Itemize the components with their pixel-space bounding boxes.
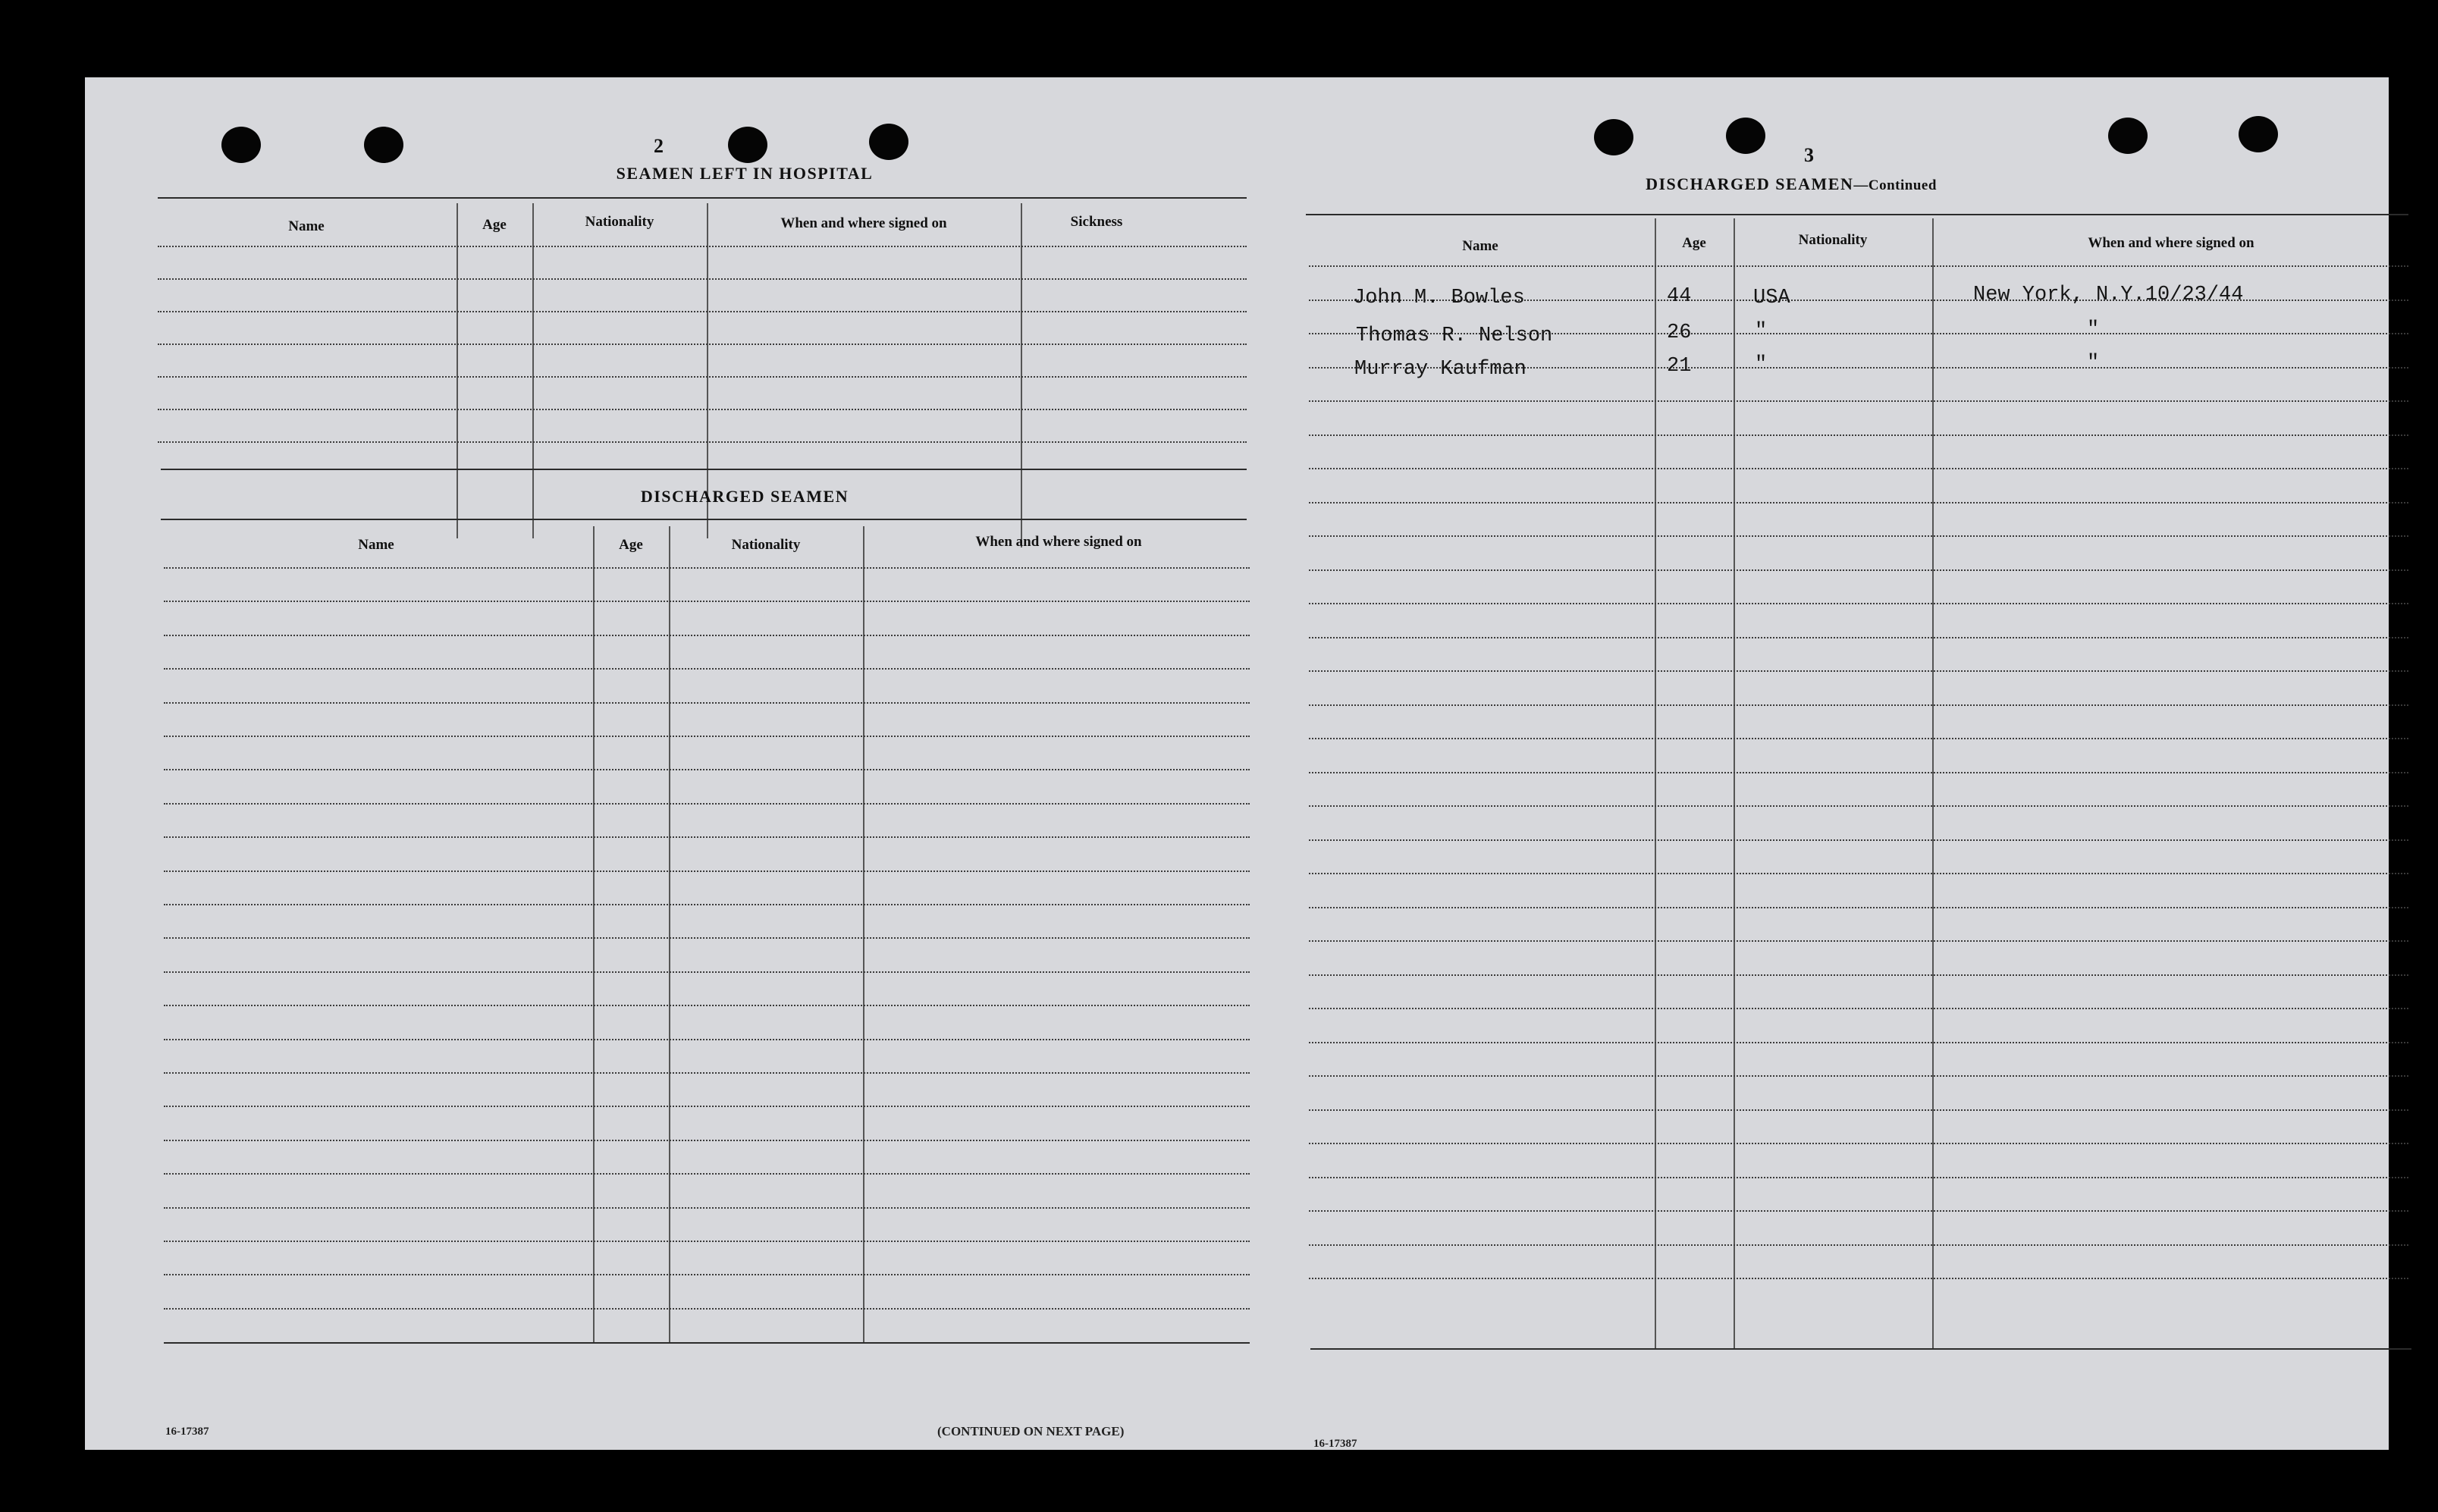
discharged-row-rule	[164, 769, 1250, 770]
right-row-rule	[1309, 1177, 2408, 1178]
discharged-section-title: DISCHARGED SEAMEN	[640, 487, 849, 506]
hospital-col-name: Name	[288, 218, 325, 234]
hospital-row-rule	[158, 441, 1247, 443]
discharged-row-rule	[164, 736, 1250, 737]
left-form-number: 16-17387	[165, 1426, 209, 1438]
right-col-age: Age	[1682, 235, 1706, 251]
punch-hole	[869, 124, 908, 160]
right-row-rule	[1309, 772, 2408, 773]
hospital-col-signed-on: When and where signed on	[780, 215, 947, 231]
right-top-rule	[1306, 214, 2408, 215]
continued-note: (CONTINUED ON NEXT PAGE)	[937, 1424, 1125, 1438]
hospital-row-rule	[158, 311, 1247, 312]
discharged-row-rule	[164, 1005, 1250, 1006]
discharged-row-rule	[164, 971, 1250, 973]
entry-signed-on: "	[2087, 318, 2100, 341]
right-row-rule	[1309, 1042, 2408, 1043]
entry-signed-on: "	[2087, 352, 2100, 375]
discharged-row-rule	[164, 937, 1250, 939]
entry-name: Thomas R. Nelson	[1356, 325, 1553, 347]
discharged-col-nationality: Nationality	[731, 537, 801, 553]
punch-hole	[728, 127, 767, 163]
right-row-rule	[1309, 704, 2408, 706]
discharged-row-rule	[164, 836, 1250, 838]
hospital-row-rule	[158, 409, 1247, 410]
right-section-title-suffix: —Continued	[1853, 177, 1937, 193]
right-row-rule	[1309, 468, 2408, 469]
right-row-rule	[1309, 738, 2408, 739]
discharged-row-rule	[164, 1241, 1250, 1242]
right-form-number: 16-17387	[1313, 1438, 1357, 1450]
discharged-row-rule	[164, 1106, 1250, 1107]
hospital-row-rule	[158, 246, 1247, 247]
right-row-rule	[1309, 974, 2408, 976]
punch-hole	[1594, 119, 1633, 155]
right-row-rule	[1309, 940, 2408, 942]
right-row-rule	[1309, 502, 2408, 503]
right-col-signed-on: When and where signed on	[2088, 235, 2254, 251]
discharged-row-rule	[164, 870, 1250, 872]
entry-signed-on: New York, N.Y.10/23/44	[1973, 284, 2244, 306]
right-row-rule	[1309, 637, 2408, 638]
right-row-rule	[1309, 1075, 2408, 1077]
right-row-rule	[1309, 535, 2408, 537]
right-col-divider	[1655, 218, 1656, 1348]
right-col-nationality: Nationality	[1798, 232, 1868, 248]
discharged-row-rule	[164, 1039, 1250, 1040]
entry-age: 26	[1667, 322, 1692, 344]
right-page-number: 3	[1804, 144, 1814, 166]
hospital-col-age: Age	[482, 217, 507, 233]
hospital-col-nationality: Nationality	[585, 214, 654, 230]
entry-age: 21	[1667, 355, 1692, 378]
right-row-rule	[1309, 873, 2408, 874]
discharged-row-rule	[164, 803, 1250, 805]
discharged-row-rule	[164, 1207, 1250, 1209]
right-row-rule	[1309, 569, 2408, 571]
discharged-col-age: Age	[619, 537, 643, 553]
discharged-top-rule	[161, 469, 1247, 470]
entry-age: 44	[1667, 285, 1692, 308]
discharged-col-divider	[863, 526, 864, 1342]
punch-hole	[2108, 118, 2148, 154]
punch-hole	[221, 127, 261, 163]
right-row-rule	[1309, 603, 2408, 604]
right-row-rule	[1309, 1109, 2408, 1111]
right-row-rule	[1309, 1278, 2408, 1279]
hospital-row-rule	[158, 343, 1247, 345]
hospital-section-title: SEAMEN LEFT IN HOSPITAL	[616, 164, 874, 183]
document-sheet	[85, 77, 2389, 1450]
hospital-top-rule	[158, 197, 1247, 199]
right-col-name: Name	[1462, 238, 1498, 254]
right-section-title	[1602, 174, 1981, 194]
right-row-rule	[1309, 907, 2408, 908]
left-page-number: 2	[654, 135, 664, 157]
hospital-row-rule	[158, 278, 1247, 280]
entry-name: John M. Bowles	[1353, 287, 1525, 309]
discharged-header-rule	[161, 519, 1247, 520]
hospital-col-divider	[457, 203, 458, 538]
right-row-rule	[1309, 265, 2408, 267]
discharged-row-rule	[164, 601, 1250, 602]
right-row-rule	[1309, 839, 2408, 841]
discharged-col-divider	[669, 526, 670, 1342]
discharged-col-name: Name	[358, 537, 394, 553]
discharged-col-signed-on: When and where signed on	[975, 534, 1142, 550]
punch-hole	[2239, 116, 2278, 152]
punch-hole	[1726, 118, 1765, 154]
right-row-rule	[1309, 805, 2408, 807]
right-row-rule	[1309, 400, 2408, 402]
discharged-row-rule	[164, 1072, 1250, 1074]
left-bottom-rule	[164, 1342, 1250, 1344]
discharged-row-rule	[164, 702, 1250, 704]
hospital-col-divider	[1021, 203, 1022, 547]
right-row-rule	[1309, 434, 2408, 436]
discharged-col-divider	[593, 526, 595, 1342]
entry-name: Murray Kaufman	[1354, 358, 1526, 381]
discharged-row-rule	[164, 567, 1250, 569]
right-row-rule	[1309, 670, 2408, 672]
discharged-row-rule	[164, 635, 1250, 636]
entry-nationality: "	[1755, 320, 1768, 343]
right-bottom-rule	[1310, 1348, 2411, 1350]
hospital-row-rule	[158, 376, 1247, 378]
right-row-rule	[1309, 1244, 2408, 1246]
right-col-divider	[1734, 218, 1735, 1348]
discharged-row-rule	[164, 1173, 1250, 1175]
hospital-col-sickness: Sickness	[1070, 214, 1123, 230]
right-row-rule	[1309, 1143, 2408, 1144]
discharged-row-rule	[164, 668, 1250, 670]
discharged-row-rule	[164, 904, 1250, 905]
discharged-row-rule	[164, 1308, 1250, 1310]
right-row-rule	[1309, 1008, 2408, 1009]
discharged-row-rule	[164, 1140, 1250, 1141]
entry-nationality: USA	[1753, 287, 1790, 309]
right-row-rule	[1309, 1210, 2408, 1212]
entry-nationality: "	[1755, 353, 1768, 376]
right-col-divider	[1932, 218, 1934, 1348]
punch-hole	[364, 127, 403, 163]
discharged-row-rule	[164, 1274, 1250, 1275]
right-section-title-text: DISCHARGED SEAMEN	[1646, 174, 1854, 193]
